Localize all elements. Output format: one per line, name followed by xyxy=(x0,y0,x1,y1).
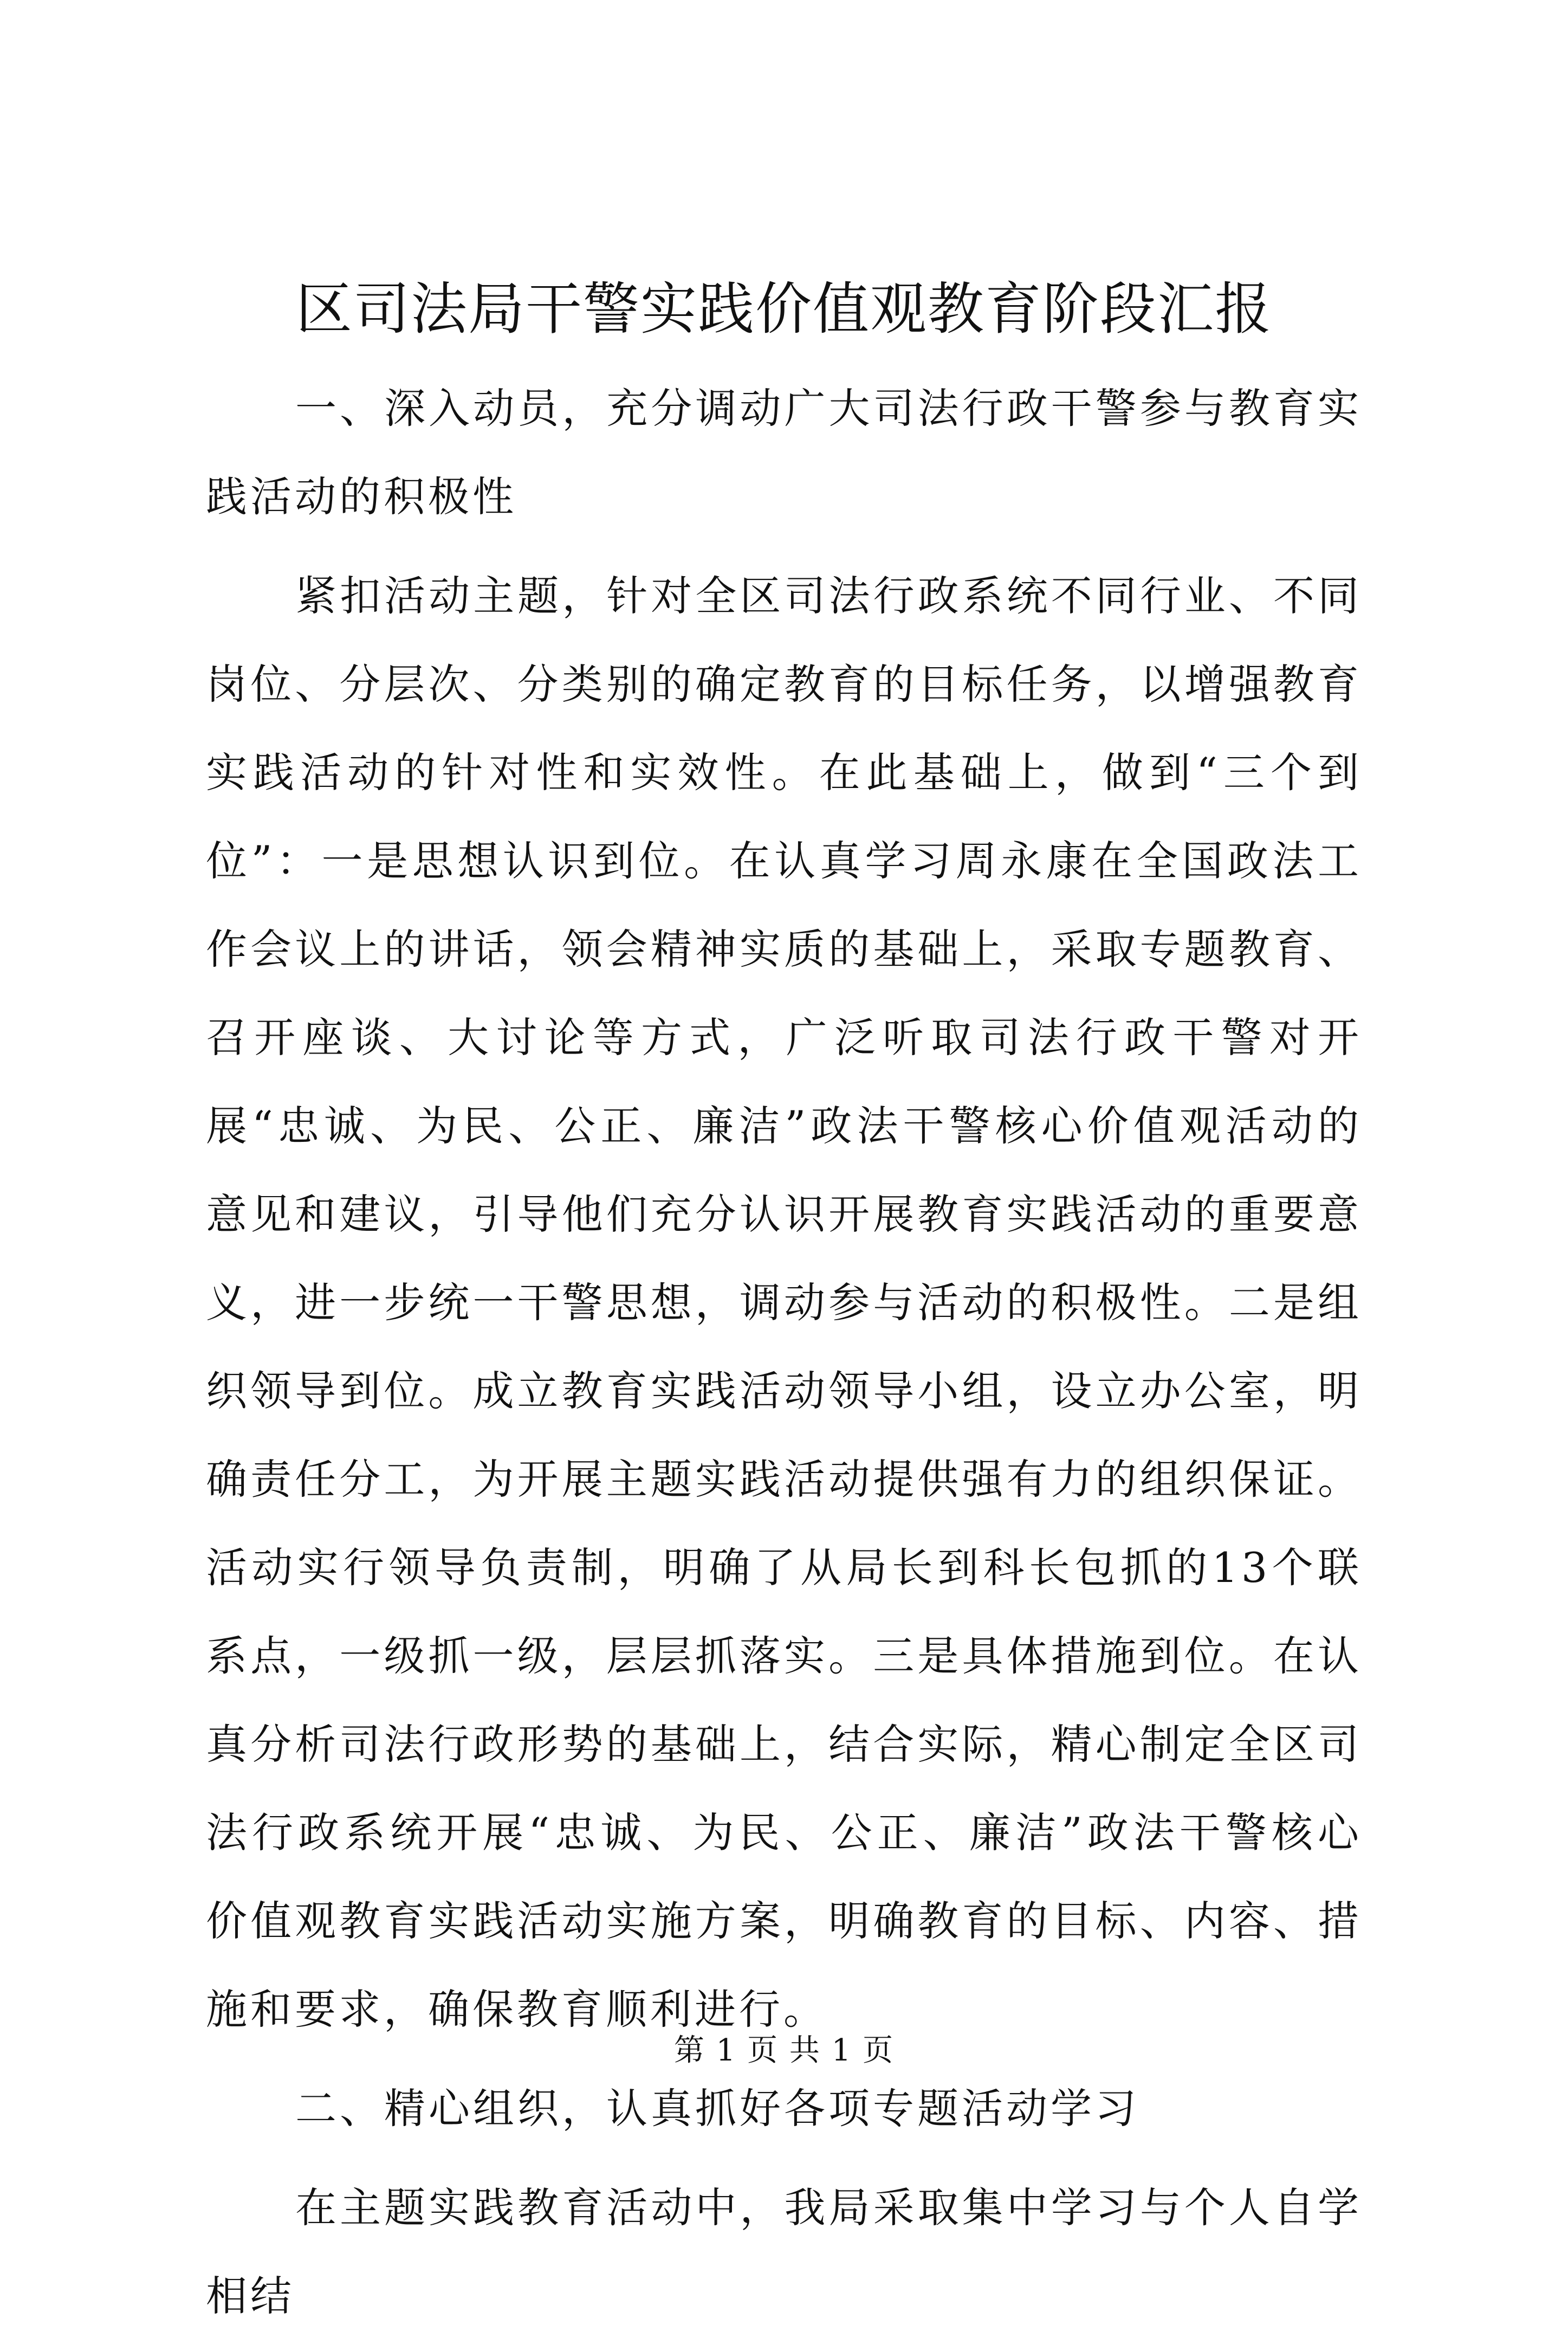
page-footer: 第 1 页 共 1 页 xyxy=(673,2033,895,2068)
body-paragraph-2: 在主题实践教育活动中，我局采取集中学习与个人自学相结 xyxy=(206,2184,1362,2320)
section-heading-1: 一、深入动员，充分调动广大司法行政干警参与教育实践活动的积极性 xyxy=(206,384,1362,521)
document-title: 区司法局干警实践价值观教育阶段汇报 xyxy=(295,276,1272,342)
section-heading-2: 二、精心组织，认真抓好各项专题活动学习 xyxy=(295,2084,1139,2133)
body-paragraph-1: 紧扣活动主题，针对全区司法行政系统不同行业、不同岗位、分层次、分类别的确定教育的目标任务，以增强教育实践活动的针对性和实效性。在此基础上，做到“三个到位”：一是思想认识到位。在认真学习周永康在全国政法工作会议上的讲话，领会精神实质的基础上，采取专题教育、召开座谈、大讨论等方式，广泛听取司法行政干警对开展“忠诚、为民、公正、廉洁”政法干警核心价值观活动的意见和建议，引导他们充分认识开展教育实践活动的重要意义，进一步统一干警思想，调动参与活动的积极性。二是组织领导到位。成立教育实践活动领导小组，设立办公室，明确责任分工，为开展主题实践活动提供强有力的组织保证。活动实行领导负责制，明确了从局长到科长包抓的13个联系点，一级抓一级，层层抓落实。三是具体措施到位。在认真分析司法行政形势的基础上，结合实际，精心制定全区司法行政系统开展“忠诚、为民、公正、廉洁”政法干警核心价值观教育实践活动实施方案，明确教育的目标、内容、措施和要求，确保教育顺利进行。 xyxy=(206,572,1362,2033)
